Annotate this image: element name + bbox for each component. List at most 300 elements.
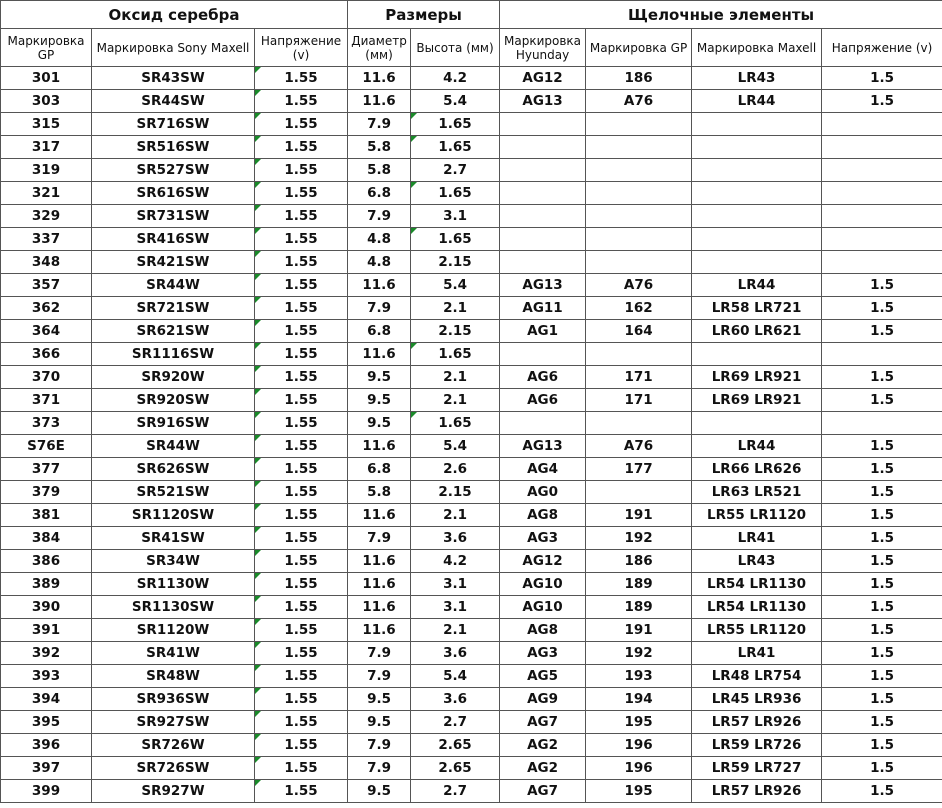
maxell-marking-cell: LR41 [692, 527, 822, 550]
alkaline-voltage-cell: 1.5 [822, 435, 942, 458]
table-row [1, 113, 942, 136]
alkaline-gp-marking-cell: A76 [586, 90, 692, 113]
sony-maxell-marking-cell: SR43SW [92, 67, 255, 90]
silver-voltage-cell: 1.55 [255, 136, 348, 159]
maxell-marking-cell [692, 136, 822, 159]
alkaline-voltage-cell: 1.5 [822, 527, 942, 550]
gp-marking-cell: 348 [1, 251, 92, 274]
maxell-marking-cell: LR43 [692, 550, 822, 573]
diameter-cell: 9.5 [348, 366, 411, 389]
col-header-gp-marking: Маркировка GP [1, 29, 92, 67]
gp-marking-cell: 370 [1, 366, 92, 389]
sony-maxell-marking-cell: SR41W [92, 642, 255, 665]
alkaline-voltage-cell: 1.5 [822, 619, 942, 642]
diameter-cell: 11.6 [348, 343, 411, 366]
maxell-marking-cell: LR59 LR727 [692, 757, 822, 780]
alkaline-voltage-cell: 1.5 [822, 780, 942, 803]
hyunday-marking-cell: AG7 [500, 780, 586, 803]
sony-maxell-marking-cell: SR731SW [92, 205, 255, 228]
silver-voltage-cell: 1.55 [255, 688, 348, 711]
alkaline-gp-marking-cell: 195 [586, 780, 692, 803]
height-cell: 2.1 [411, 619, 500, 642]
col-header-diameter: Диаметр (мм) [348, 29, 411, 67]
height-cell: 2.15 [411, 481, 500, 504]
group-header-sizes: Размеры [348, 1, 500, 29]
height-cell: 2.6 [411, 458, 500, 481]
maxell-marking-cell: LR69 LR921 [692, 366, 822, 389]
gp-marking-cell: 384 [1, 527, 92, 550]
sony-maxell-marking-cell: SR34W [92, 550, 255, 573]
maxell-marking-cell [692, 113, 822, 136]
diameter-cell: 5.8 [348, 481, 411, 504]
alkaline-gp-marking-cell [586, 481, 692, 504]
height-cell: 5.4 [411, 665, 500, 688]
alkaline-gp-marking-cell: 186 [586, 550, 692, 573]
maxell-marking-cell [692, 412, 822, 435]
maxell-marking-cell: LR44 [692, 90, 822, 113]
sony-maxell-marking-cell: SR44SW [92, 90, 255, 113]
maxell-marking-cell: LR69 LR921 [692, 389, 822, 412]
alkaline-voltage-cell [822, 251, 942, 274]
height-cell: 1.65 [411, 412, 500, 435]
height-cell: 3.1 [411, 596, 500, 619]
sony-maxell-marking-cell: SR726W [92, 734, 255, 757]
gp-marking-cell: 399 [1, 780, 92, 803]
col-header-hyunday-marking: Маркировка Hyunday [500, 29, 586, 67]
gp-marking-cell: 303 [1, 90, 92, 113]
hyunday-marking-cell [500, 343, 586, 366]
gp-marking-cell: 315 [1, 113, 92, 136]
height-cell: 2.15 [411, 320, 500, 343]
diameter-cell: 9.5 [348, 412, 411, 435]
col-header-sony-maxell-marking: Маркировка Sony Maxell [92, 29, 255, 67]
gp-marking-cell: 364 [1, 320, 92, 343]
height-cell: 1.65 [411, 228, 500, 251]
alkaline-voltage-cell: 1.5 [822, 757, 942, 780]
hyunday-marking-cell: AG2 [500, 734, 586, 757]
alkaline-gp-marking-cell: 196 [586, 757, 692, 780]
hyunday-marking-cell: AG12 [500, 550, 586, 573]
diameter-cell: 11.6 [348, 90, 411, 113]
hyunday-marking-cell: AG10 [500, 596, 586, 619]
maxell-marking-cell: LR45 LR936 [692, 688, 822, 711]
alkaline-gp-marking-cell [586, 251, 692, 274]
silver-voltage-cell: 1.55 [255, 366, 348, 389]
alkaline-gp-marking-cell: A76 [586, 435, 692, 458]
maxell-marking-cell: LR66 LR626 [692, 458, 822, 481]
hyunday-marking-cell: AG4 [500, 458, 586, 481]
silver-voltage-cell: 1.55 [255, 596, 348, 619]
sony-maxell-marking-cell: SR716SW [92, 113, 255, 136]
alkaline-gp-marking-cell: 196 [586, 734, 692, 757]
alkaline-gp-marking-cell [586, 182, 692, 205]
alkaline-voltage-cell: 1.5 [822, 366, 942, 389]
silver-voltage-cell: 1.55 [255, 251, 348, 274]
alkaline-voltage-cell: 1.5 [822, 297, 942, 320]
group-header-alkaline: Щелочные элементы [500, 1, 942, 29]
table-row [1, 550, 942, 573]
table-row [1, 596, 942, 619]
sony-maxell-marking-cell: SR416SW [92, 228, 255, 251]
gp-marking-cell: 321 [1, 182, 92, 205]
sony-maxell-marking-cell: SR527SW [92, 159, 255, 182]
alkaline-gp-marking-cell: 194 [586, 688, 692, 711]
alkaline-gp-marking-cell: 191 [586, 504, 692, 527]
alkaline-gp-marking-cell: 195 [586, 711, 692, 734]
gp-marking-cell: 357 [1, 274, 92, 297]
maxell-marking-cell: LR54 LR1130 [692, 596, 822, 619]
height-cell: 4.2 [411, 550, 500, 573]
silver-voltage-cell: 1.55 [255, 320, 348, 343]
maxell-marking-cell: LR60 LR621 [692, 320, 822, 343]
diameter-cell: 6.8 [348, 458, 411, 481]
hyunday-marking-cell: AG6 [500, 389, 586, 412]
alkaline-gp-marking-cell: 171 [586, 389, 692, 412]
gp-marking-cell: 395 [1, 711, 92, 734]
height-cell: 1.65 [411, 136, 500, 159]
table-row [1, 136, 942, 159]
height-cell: 1.65 [411, 113, 500, 136]
table-row [1, 412, 942, 435]
height-cell: 2.1 [411, 389, 500, 412]
alkaline-voltage-cell: 1.5 [822, 734, 942, 757]
table-row [1, 711, 942, 734]
diameter-cell: 11.6 [348, 550, 411, 573]
col-header-height: Высота (мм) [411, 29, 500, 67]
alkaline-voltage-cell: 1.5 [822, 389, 942, 412]
table-row [1, 734, 942, 757]
alkaline-voltage-cell [822, 228, 942, 251]
column-header-row [1, 29, 942, 67]
alkaline-voltage-cell: 1.5 [822, 665, 942, 688]
hyunday-marking-cell: AG13 [500, 90, 586, 113]
table-row [1, 297, 942, 320]
maxell-marking-cell: LR57 LR926 [692, 780, 822, 803]
hyunday-marking-cell: AG3 [500, 527, 586, 550]
gp-marking-cell: 392 [1, 642, 92, 665]
table-body [1, 67, 942, 803]
maxell-marking-cell: LR54 LR1130 [692, 573, 822, 596]
col-header-alkaline-voltage: Напряжение (v) [822, 29, 942, 67]
height-cell: 2.65 [411, 734, 500, 757]
diameter-cell: 7.9 [348, 297, 411, 320]
gp-marking-cell: 319 [1, 159, 92, 182]
sony-maxell-marking-cell: SR916SW [92, 412, 255, 435]
height-cell: 3.1 [411, 573, 500, 596]
height-cell: 3.6 [411, 642, 500, 665]
silver-voltage-cell: 1.55 [255, 619, 348, 642]
silver-voltage-cell: 1.55 [255, 458, 348, 481]
table-row [1, 757, 942, 780]
diameter-cell: 6.8 [348, 182, 411, 205]
hyunday-marking-cell: AG3 [500, 642, 586, 665]
sony-maxell-marking-cell: SR621SW [92, 320, 255, 343]
silver-voltage-cell: 1.55 [255, 297, 348, 320]
height-cell: 4.2 [411, 67, 500, 90]
alkaline-voltage-cell: 1.5 [822, 596, 942, 619]
gp-marking-cell: 366 [1, 343, 92, 366]
gp-marking-cell: 386 [1, 550, 92, 573]
hyunday-marking-cell: AG11 [500, 297, 586, 320]
height-cell: 5.4 [411, 435, 500, 458]
table-row [1, 274, 942, 297]
maxell-marking-cell [692, 159, 822, 182]
silver-voltage-cell: 1.55 [255, 90, 348, 113]
hyunday-marking-cell: AG9 [500, 688, 586, 711]
table-row [1, 504, 942, 527]
table-row [1, 665, 942, 688]
hyunday-marking-cell: AG1 [500, 320, 586, 343]
alkaline-voltage-cell [822, 136, 942, 159]
gp-marking-cell: 337 [1, 228, 92, 251]
alkaline-gp-marking-cell [586, 159, 692, 182]
alkaline-voltage-cell: 1.5 [822, 550, 942, 573]
alkaline-voltage-cell: 1.5 [822, 504, 942, 527]
gp-marking-cell: 377 [1, 458, 92, 481]
gp-marking-cell: 396 [1, 734, 92, 757]
gp-marking-cell: 373 [1, 412, 92, 435]
alkaline-gp-marking-cell: 164 [586, 320, 692, 343]
alkaline-gp-marking-cell [586, 412, 692, 435]
sony-maxell-marking-cell: SR516SW [92, 136, 255, 159]
alkaline-gp-marking-cell [586, 136, 692, 159]
silver-voltage-cell: 1.55 [255, 665, 348, 688]
sony-maxell-marking-cell: SR616SW [92, 182, 255, 205]
diameter-cell: 11.6 [348, 435, 411, 458]
table-row [1, 228, 942, 251]
alkaline-gp-marking-cell: 171 [586, 366, 692, 389]
sony-maxell-marking-cell: SR1116SW [92, 343, 255, 366]
silver-voltage-cell: 1.55 [255, 389, 348, 412]
table-row [1, 688, 942, 711]
sony-maxell-marking-cell: SR927W [92, 780, 255, 803]
alkaline-gp-marking-cell: 191 [586, 619, 692, 642]
gp-marking-cell: 393 [1, 665, 92, 688]
alkaline-gp-marking-cell [586, 113, 692, 136]
alkaline-voltage-cell: 1.5 [822, 320, 942, 343]
diameter-cell: 7.9 [348, 113, 411, 136]
gp-marking-cell: 329 [1, 205, 92, 228]
table-row [1, 366, 942, 389]
diameter-cell: 7.9 [348, 205, 411, 228]
diameter-cell: 4.8 [348, 228, 411, 251]
diameter-cell: 7.9 [348, 527, 411, 550]
table-row [1, 481, 942, 504]
silver-voltage-cell: 1.55 [255, 113, 348, 136]
alkaline-voltage-cell: 1.5 [822, 458, 942, 481]
maxell-marking-cell: LR55 LR1120 [692, 619, 822, 642]
group-header-row [1, 1, 942, 29]
hyunday-marking-cell [500, 228, 586, 251]
silver-voltage-cell: 1.55 [255, 734, 348, 757]
hyunday-marking-cell [500, 182, 586, 205]
alkaline-gp-marking-cell: 177 [586, 458, 692, 481]
diameter-cell: 7.9 [348, 734, 411, 757]
height-cell: 2.1 [411, 504, 500, 527]
alkaline-voltage-cell [822, 205, 942, 228]
sony-maxell-marking-cell: SR936SW [92, 688, 255, 711]
gp-marking-cell: 371 [1, 389, 92, 412]
diameter-cell: 5.8 [348, 159, 411, 182]
maxell-marking-cell [692, 228, 822, 251]
hyunday-marking-cell [500, 136, 586, 159]
silver-voltage-cell: 1.55 [255, 573, 348, 596]
alkaline-gp-marking-cell: 189 [586, 573, 692, 596]
table-row [1, 458, 942, 481]
silver-voltage-cell: 1.55 [255, 711, 348, 734]
diameter-cell: 5.8 [348, 136, 411, 159]
col-header-maxell-marking: Маркировка Maxell [692, 29, 822, 67]
maxell-marking-cell: LR41 [692, 642, 822, 665]
diameter-cell: 9.5 [348, 780, 411, 803]
hyunday-marking-cell [500, 113, 586, 136]
diameter-cell: 11.6 [348, 504, 411, 527]
alkaline-gp-marking-cell [586, 205, 692, 228]
gp-marking-cell: 301 [1, 67, 92, 90]
group-header-silver-oxide: Оксид серебра [1, 1, 348, 29]
diameter-cell: 11.6 [348, 596, 411, 619]
table-row [1, 527, 942, 550]
gp-marking-cell: 389 [1, 573, 92, 596]
table-row [1, 205, 942, 228]
alkaline-gp-marking-cell: 189 [586, 596, 692, 619]
diameter-cell: 9.5 [348, 711, 411, 734]
alkaline-voltage-cell [822, 113, 942, 136]
maxell-marking-cell [692, 205, 822, 228]
sony-maxell-marking-cell: SR721SW [92, 297, 255, 320]
col-header-alkaline-gp-marking: Маркировка GP [586, 29, 692, 67]
hyunday-marking-cell [500, 159, 586, 182]
silver-voltage-cell: 1.55 [255, 435, 348, 458]
silver-voltage-cell: 1.55 [255, 642, 348, 665]
diameter-cell: 9.5 [348, 688, 411, 711]
diameter-cell: 6.8 [348, 320, 411, 343]
sony-maxell-marking-cell: SR44W [92, 274, 255, 297]
sony-maxell-marking-cell: SR1120SW [92, 504, 255, 527]
height-cell: 1.65 [411, 343, 500, 366]
table-row [1, 67, 942, 90]
alkaline-gp-marking-cell: 192 [586, 527, 692, 550]
height-cell: 2.1 [411, 366, 500, 389]
hyunday-marking-cell: AG7 [500, 711, 586, 734]
silver-voltage-cell: 1.55 [255, 159, 348, 182]
maxell-marking-cell [692, 251, 822, 274]
alkaline-voltage-cell: 1.5 [822, 711, 942, 734]
diameter-cell: 7.9 [348, 665, 411, 688]
alkaline-voltage-cell: 1.5 [822, 642, 942, 665]
alkaline-gp-marking-cell: 192 [586, 642, 692, 665]
height-cell: 3.1 [411, 205, 500, 228]
table-row [1, 90, 942, 113]
height-cell: 2.7 [411, 711, 500, 734]
silver-voltage-cell: 1.55 [255, 757, 348, 780]
sony-maxell-marking-cell: SR421SW [92, 251, 255, 274]
gp-marking-cell: 390 [1, 596, 92, 619]
gp-marking-cell: 397 [1, 757, 92, 780]
silver-voltage-cell: 1.55 [255, 504, 348, 527]
gp-marking-cell: 394 [1, 688, 92, 711]
alkaline-voltage-cell: 1.5 [822, 274, 942, 297]
col-header-silver-voltage: Напряжение (v) [255, 29, 348, 67]
silver-voltage-cell: 1.55 [255, 550, 348, 573]
sony-maxell-marking-cell: SR1120W [92, 619, 255, 642]
diameter-cell: 9.5 [348, 389, 411, 412]
table-row [1, 251, 942, 274]
alkaline-voltage-cell: 1.5 [822, 481, 942, 504]
hyunday-marking-cell [500, 412, 586, 435]
sony-maxell-marking-cell: SR48W [92, 665, 255, 688]
height-cell: 1.65 [411, 182, 500, 205]
gp-marking-cell: 381 [1, 504, 92, 527]
maxell-marking-cell: LR63 LR521 [692, 481, 822, 504]
hyunday-marking-cell: AG10 [500, 573, 586, 596]
table-row [1, 389, 942, 412]
diameter-cell: 7.9 [348, 757, 411, 780]
alkaline-voltage-cell [822, 343, 942, 366]
hyunday-marking-cell [500, 205, 586, 228]
alkaline-gp-marking-cell: 162 [586, 297, 692, 320]
alkaline-voltage-cell [822, 412, 942, 435]
alkaline-gp-marking-cell [586, 228, 692, 251]
silver-voltage-cell: 1.55 [255, 274, 348, 297]
alkaline-gp-marking-cell [586, 343, 692, 366]
table-row [1, 619, 942, 642]
maxell-marking-cell: LR57 LR926 [692, 711, 822, 734]
gp-marking-cell: 391 [1, 619, 92, 642]
height-cell: 3.6 [411, 527, 500, 550]
sony-maxell-marking-cell: SR44W [92, 435, 255, 458]
hyunday-marking-cell: AG0 [500, 481, 586, 504]
table-row [1, 159, 942, 182]
sony-maxell-marking-cell: SR726SW [92, 757, 255, 780]
sony-maxell-marking-cell: SR1130SW [92, 596, 255, 619]
maxell-marking-cell: LR58 LR721 [692, 297, 822, 320]
hyunday-marking-cell: AG8 [500, 504, 586, 527]
diameter-cell: 7.9 [348, 642, 411, 665]
maxell-marking-cell [692, 182, 822, 205]
hyunday-marking-cell: AG12 [500, 67, 586, 90]
hyunday-marking-cell: AG13 [500, 274, 586, 297]
gp-marking-cell: 317 [1, 136, 92, 159]
alkaline-gp-marking-cell: A76 [586, 274, 692, 297]
gp-marking-cell: 362 [1, 297, 92, 320]
alkaline-gp-marking-cell: 186 [586, 67, 692, 90]
alkaline-voltage-cell: 1.5 [822, 67, 942, 90]
height-cell: 2.15 [411, 251, 500, 274]
alkaline-voltage-cell [822, 182, 942, 205]
hyunday-marking-cell: AG6 [500, 366, 586, 389]
table-row [1, 642, 942, 665]
height-cell: 3.6 [411, 688, 500, 711]
sony-maxell-marking-cell: SR521SW [92, 481, 255, 504]
height-cell: 2.7 [411, 780, 500, 803]
hyunday-marking-cell: AG13 [500, 435, 586, 458]
silver-voltage-cell: 1.55 [255, 182, 348, 205]
gp-marking-cell: S76E [1, 435, 92, 458]
sony-maxell-marking-cell: SR41SW [92, 527, 255, 550]
sony-maxell-marking-cell: SR927SW [92, 711, 255, 734]
diameter-cell: 4.8 [348, 251, 411, 274]
gp-marking-cell: 379 [1, 481, 92, 504]
height-cell: 5.4 [411, 274, 500, 297]
alkaline-voltage-cell: 1.5 [822, 688, 942, 711]
height-cell: 2.1 [411, 297, 500, 320]
hyunday-marking-cell: AG2 [500, 757, 586, 780]
table-row [1, 343, 942, 366]
table-row [1, 182, 942, 205]
diameter-cell: 11.6 [348, 67, 411, 90]
hyunday-marking-cell [500, 251, 586, 274]
